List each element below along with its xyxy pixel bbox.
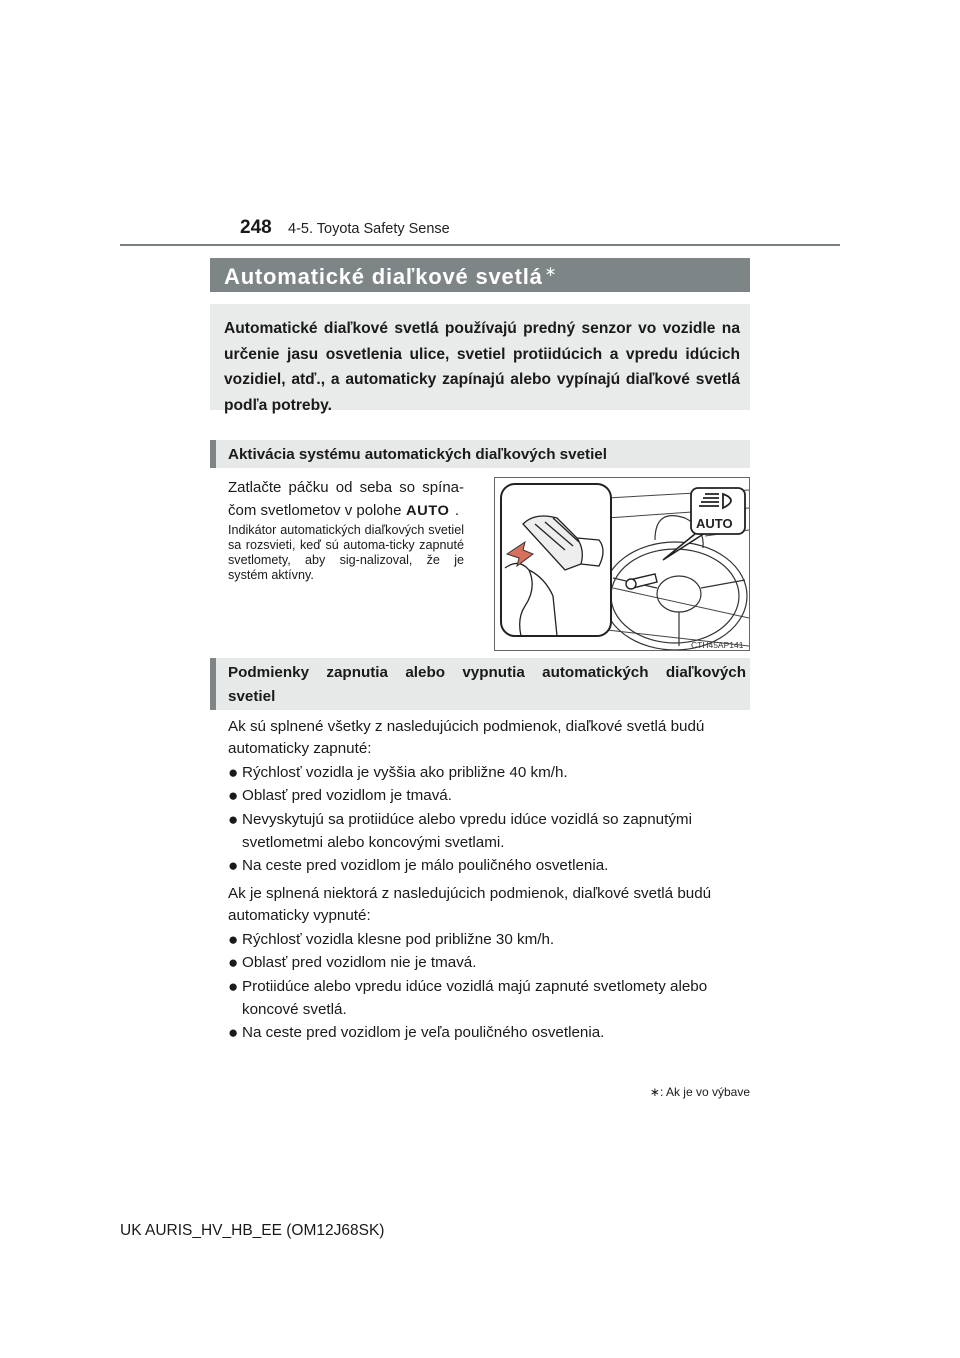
bullet-icon: ●: [228, 977, 239, 996]
list-item-text: Oblasť pred vozidlom nie je tmavá.: [242, 954, 477, 971]
indicator-note: Indikátor automatických diaľkových svetiel sa rozsvieti, keď sú automa-ticky zapnuté svetlomety, aby sig-nalizoval, že je systém aktívny.: [228, 523, 464, 582]
bullet-icon: ●: [228, 810, 239, 829]
bullet-icon: ●: [228, 1023, 239, 1042]
footnote: ∗: Ak je vo výbave: [649, 1085, 750, 1099]
instruction-text: Zatlačte páčku od seba so spína-čom svetlometov v polohe: [228, 479, 464, 519]
headlight-lever-illustration-icon: [495, 478, 750, 651]
list-item-text: Oblasť pred vozidlom je tmavá.: [242, 787, 452, 804]
list-item-text: Na ceste pred vozidlom je veľa pouličného osvetlenia.: [242, 1024, 605, 1041]
page-title: [224, 263, 557, 290]
illustration-code: CTH45AP141: [691, 640, 744, 650]
list-item-text: Rýchlosť vozidla je vyššia ako približne 40 km/h.: [242, 764, 568, 781]
bullet-icon: ●: [228, 953, 239, 972]
title-bar: [210, 258, 750, 292]
activation-heading: Aktivácia systému automatických diaľkových svetiel: [228, 446, 607, 463]
page-title-text: Automatické diaľkové svetlá: [224, 264, 543, 289]
list-item-text: Nevyskytujú sa protiidúce alebo vpredu idúce vozidlá so zapnutými svetlometmi alebo koncovými svetlami.: [242, 811, 692, 851]
auto-symbol-icon: AUTO: [406, 502, 450, 518]
activation-instruction: [228, 477, 464, 522]
conditions-heading-line2: svetiel: [228, 688, 276, 705]
optional-equipment-marker: ∗: [544, 263, 558, 279]
on-conditions-intro: Ak sú splnené všetky z nasledujúcich podmienok, diaľkové svetlá budú automaticky zapnuté:: [228, 718, 705, 757]
intro-box: [210, 304, 750, 414]
conditions-heading-box: [210, 658, 750, 710]
illustration-auto-label: AUTO: [696, 516, 733, 531]
bullet-icon: ●: [228, 786, 239, 805]
header-divider: [120, 244, 840, 246]
page-number: 248: [240, 217, 272, 238]
list-item-text: Protiidúce alebo vpredu idúce vozidlá majú zapnuté svetlomety alebo koncové svetlá.: [242, 978, 708, 1018]
conditions-heading-line1: Podmienky zapnutia alebo vypnutia automatických diaľkových: [228, 664, 746, 681]
section-label: 4-5. Toyota Safety Sense: [288, 221, 450, 237]
intro-text: Automatické diaľkové svetlá používajú predný senzor vo vozidle na určenie jasu osvetlenia ulice, svetiel protiidúcich a vpredu idúcich vozidiel, atď., a automaticky zapínajú alebo vypínajú diaľkové svetlá podľa potreby.: [224, 320, 740, 414]
list-item-text: Na ceste pred vozidlom je málo pouličného osvetlenia.: [242, 857, 609, 874]
document-id: UK AURIS_HV_HB_EE (OM12J68SK): [120, 1222, 385, 1239]
list-item-text: Rýchlosť vozidla klesne pod približne 30 km/h.: [242, 931, 555, 948]
bullet-icon: ●: [228, 930, 239, 949]
bullet-icon: ●: [228, 856, 239, 875]
activation-heading-box: [210, 440, 750, 468]
instruction-end: .: [454, 502, 460, 519]
off-conditions-intro: Ak je splnená niektorá z nasledujúcich podmienok, diaľkové svetlá budú automaticky vypnuté:: [228, 885, 712, 924]
bullet-icon: ●: [228, 763, 239, 782]
illustration: [494, 477, 750, 651]
